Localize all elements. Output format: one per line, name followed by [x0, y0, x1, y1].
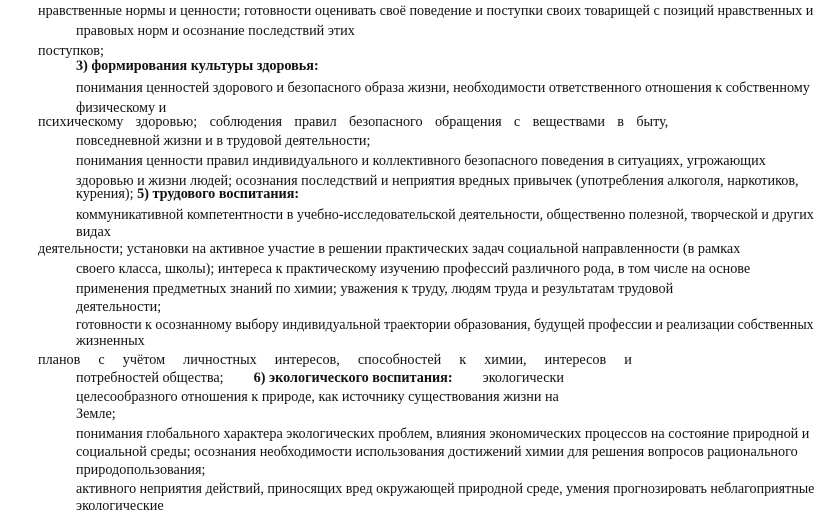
text-segment: социальной среды; осознания необходимости использования достижений химии для решения вопросов рационального [76, 444, 798, 460]
section-heading: 5) трудового воспитания: [137, 186, 300, 202]
text-segment: готовности к осознанному выбору индивидуальной траектории образования, будущей профессии и реализации собственных [76, 317, 814, 333]
text-segment: понимания ценности правил индивидуального и коллективного безопасного поведения в ситуациях, угрожающих [76, 153, 766, 169]
text-line [38, 1, 814, 21]
text-segment: психическому здоровью; соблюдения правил безопасного обращения с веществами в быту, [38, 114, 669, 130]
text-segment: природопользования; [76, 462, 206, 478]
text-line [76, 496, 164, 516]
text-segment: нравственные нормы и ценности; готовности оценивать своё поведение и поступки своих товарищей с позиций нравственных и [38, 3, 814, 19]
text-line [76, 184, 299, 204]
text-segment: экологические [76, 498, 164, 514]
text-segment: применения предметных знаний по химии; уважения к труду, людям труда и результатам трудовой [76, 281, 674, 297]
text-line [76, 387, 559, 407]
text-line [38, 239, 740, 259]
text-line [76, 259, 750, 279]
text-line [76, 205, 814, 225]
section-heading [76, 56, 319, 76]
text-segment: физическому и [76, 100, 167, 116]
text-segment: понимания ценностей здорового и безопасного образа жизни, необходимости ответственного отношения к собственному [76, 80, 810, 96]
text-segment: коммуникативной компетентности в учебно-исследовательской деятельности, общественно полезной, творческой и других [76, 207, 814, 223]
text-line [76, 78, 810, 98]
text-line [76, 297, 161, 317]
text-segment: видах [76, 224, 111, 240]
text-line [76, 368, 564, 388]
text-segment: курения); [76, 186, 134, 202]
text-segment: деятельности; [76, 299, 162, 315]
text-line [76, 279, 673, 299]
text-line [76, 131, 370, 151]
text-segment: деятельности; установки на активное участие в решении практических задач социальной направленности (в рамках [38, 241, 741, 257]
text-line [76, 424, 809, 444]
text-segment: экологически [482, 370, 564, 386]
text-line [76, 442, 798, 462]
text-line [76, 21, 355, 41]
text-line [38, 112, 668, 132]
text-segment: планов с учётом личностных интересов, способностей к химии, интересов и [38, 352, 632, 368]
text-line [38, 350, 632, 370]
text-segment: активного неприятия действий, приносящих вред окружающей природной среде, умения прогнозировать неблагоприятные [76, 481, 815, 497]
text-line [76, 479, 814, 499]
text-segment: понимания глобального характера экологических проблем, влияния экономических процессов на состояние природной и [76, 426, 810, 442]
text-line [76, 460, 206, 480]
section-heading: 6) экологического воспитания: [253, 370, 453, 386]
text-line [76, 151, 814, 171]
text-segment: здоровью и жизни людей; осознания последствий и неприятия вредных привычек (употребления алкоголя, наркотиков, [76, 173, 799, 189]
text-segment: своего класса, школы); интереса к практическому изучению профессий различного рода, в том числе на основе [76, 261, 751, 277]
text-line [76, 331, 145, 351]
text-segment: потребностей общества; [76, 370, 224, 386]
text-segment: целесообразного отношения к природе, как источнику существования жизни на [76, 389, 559, 405]
text-line [76, 404, 116, 424]
text-segment: Земле; [76, 406, 116, 422]
text-segment: поступков; [38, 43, 104, 59]
text-segment: правовых норм и осознание последствий этих [76, 23, 355, 39]
text-segment: жизненных [76, 333, 145, 349]
text-segment: повседневной жизни и в трудовой деятельности; [76, 133, 371, 149]
text-line [76, 315, 814, 335]
heading-text: 3) формирования культуры здоровья: [76, 58, 319, 74]
